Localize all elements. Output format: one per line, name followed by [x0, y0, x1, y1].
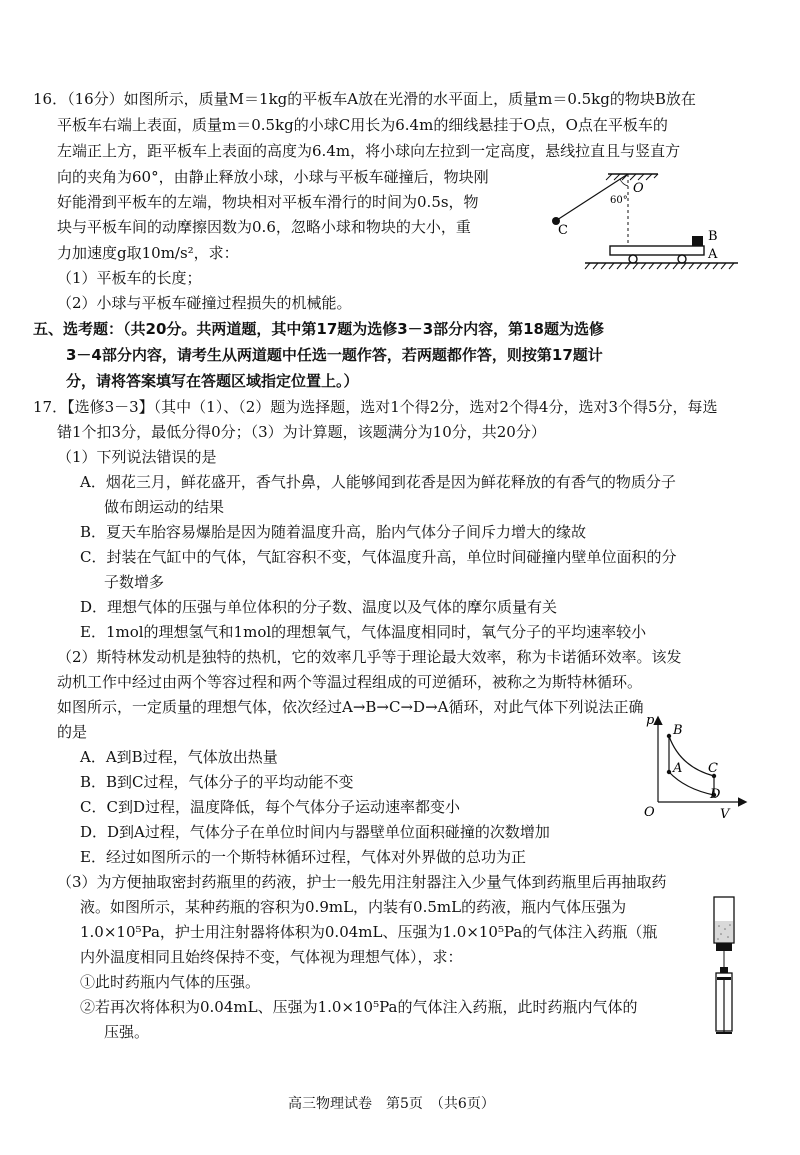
page-footer: 高三物理试卷 第5页 （共6页） — [288, 1096, 495, 1112]
label-point-a: A — [673, 761, 683, 776]
q17-option-2c: C．C到D过程，温度降低，每个气体分子运动速率都变小 — [80, 798, 460, 816]
label-point-c: C — [708, 761, 718, 776]
ground-hatch — [585, 263, 734, 269]
syringe-hub — [720, 967, 728, 973]
q17-part3-line-3: 1.0×10⁵Pa，护士用注射器将体积为0.04mL、压强为1.0×10⁵Pa的气体注入药瓶（瓶 — [80, 923, 658, 941]
q16-line-4: 向的夹角为60°，由静止释放小球，小球与平板车碰撞后，物块刚 — [57, 168, 489, 186]
angle-arc — [620, 179, 628, 186]
wheel-left — [629, 255, 637, 263]
q17-part3-sub-1: ①此时药瓶内气体的压强。 — [80, 973, 261, 991]
q16-line-6: 块与平板车间的动摩擦因数为0.6，忽略小球和物块的大小，重 — [57, 218, 471, 236]
q17-part2-line-1: （2）斯特林发动机是独特的热机，它的效率几乎等于理论最大效率，称为卡诺循环效率。该发 — [57, 648, 682, 666]
q17-part3-line-4: 内外温度相同且始终保持不变，气体视为理想气体），求： — [80, 948, 463, 966]
q17-line-3: （1）下列说法错误的是 — [57, 448, 217, 466]
q17-option-1c: C．封装在气缸中的气体，气缸容积不变，气体温度升高，单位时间碰撞内壁单位面积的分 — [80, 548, 677, 566]
q16-line-9: （2）小球与平板车碰撞过程损失的机械能。 — [57, 294, 352, 312]
q17-option-1c-cont: 子数增多 — [104, 573, 165, 591]
section5-line-2: 3－4部分内容，请考生从两道题中任选一题作答，若两题都作答，则按第17题计 — [66, 346, 603, 364]
block-b — [692, 236, 703, 246]
q17-part2-line-4: 的是 — [57, 723, 88, 741]
point-a — [667, 770, 671, 774]
label-point-d: D — [710, 787, 721, 802]
q17-part3-sub-2-cont: 压强。 — [104, 1023, 150, 1041]
q16-line-1: 16．（16分）如图所示，质量M＝1kg的平板车A放在光滑的水平面上，质量m＝0.5kg的物块B放在 — [33, 90, 696, 108]
cart-a — [610, 246, 704, 255]
v-axis-label: V — [720, 807, 730, 822]
p-axis-label: p — [646, 713, 655, 728]
ceiling-hatch — [606, 174, 658, 180]
q17-option-2b: B．B到C过程，气体分子的平均动能不变 — [80, 773, 354, 791]
label-point-b: B — [673, 723, 683, 738]
q16-line-5: 好能滑到平板车的左端，物块相对平板车滑行的时间为0.5s，物 — [57, 193, 479, 211]
origin-label: O — [644, 805, 655, 820]
q17-option-1b: B．夏天车胎容易爆胎是因为随着温度升高，胎内气体分子间斥力增大的缘故 — [80, 523, 587, 541]
label-o: O — [633, 181, 644, 196]
q17-part2-line-2: 动机工作中经过由两个等容过程和两个等温过程组成的可逆循环，被称之为斯特林循环。 — [57, 673, 643, 691]
label-b: B — [708, 229, 718, 244]
q17-part3-line-2: 液。如图所示，某种药瓶的容积为0.9mL，内装有0.5mL的药液，瓶内气体压强为 — [80, 898, 627, 916]
syringe-plunger-head — [717, 977, 731, 980]
syringe-vial-figure — [700, 893, 750, 1043]
q17-part2-line-3: 如图所示，一定质量的理想气体，依次经过A→B→C→D→A循环，对此气体下列说法正确 — [57, 698, 644, 716]
q17-option-1e: E．1mol的理想氢气和1mol的理想氧气，气体温度相同时，氧气分子的平均速率较小 — [80, 623, 647, 641]
label-c: C — [558, 223, 568, 238]
pendulum-cart-figure — [540, 168, 760, 273]
q17-option-1a: A．烟花三月，鲜花盛开，香气扑鼻，人能够闻到花香是因为鲜花释放的有香气的物质分子 — [80, 473, 676, 491]
point-b — [667, 734, 671, 738]
q17-option-1a-cont: 做布朗运动的结果 — [104, 498, 225, 516]
q17-option-2d: D．D到A过程，气体分子在单位时间内与器壁单位面积碰撞的次数增加 — [80, 823, 550, 841]
q16-line-7: 力加速度g取10m/s²，求： — [57, 244, 239, 262]
q16-line-2: 平板车右端上表面，质量m＝0.5kg的小球C用长为6.4m的细线悬挂于O点，O点在平板车的 — [57, 116, 668, 134]
q17-option-2e: E．经过如图所示的一个斯特林循环过程，气体对外界做的总功为正 — [80, 848, 526, 866]
q16-line-3: 左端正上方，距平板车上表面的高度为6.4m，将小球向左拉到一定高度，悬线拉直且与竖直方 — [57, 142, 681, 160]
label-angle: 60° — [610, 195, 628, 206]
section5-line-1: 五、选考题：（共20分。共两道题，其中第17题为选修3－3部分内容，第18题为选修 — [33, 320, 604, 338]
section5-line-3: 分，请将答案填写在答题区域指定位置上。） — [66, 372, 359, 390]
q16-line-8: （1）平板车的长度； — [57, 269, 202, 287]
q17-option-2a: A．A到B过程，气体放出热量 — [80, 748, 278, 766]
pv-diagram — [640, 712, 755, 822]
label-a: A — [708, 247, 718, 262]
q17-part3-line-1: （3）为方便抽取密封药瓶里的药液，护士一般先用注射器注入少量气体到药瓶里后再抽取药 — [57, 873, 667, 891]
q17-line-2: 错1个扣3分，最低分得0分；（3）为计算题，该题满分为10分，共20分） — [57, 423, 546, 441]
vial-stopper — [716, 943, 732, 951]
q17-line-1: 17．【选修3－3】（其中（1）、（2）题为选择题，选对1个得2分，选对2个得4分，选对3个得5分，每选 — [33, 398, 718, 416]
q17-part3-sub-2: ②若再次将体积为0.04mL、压强为1.0×10⁵Pa的气体注入药瓶，此时药瓶内气体的 — [80, 998, 638, 1016]
q17-option-1d: D．理想气体的压强与单位体积的分子数、温度以及气体的摩尔质量有关 — [80, 598, 558, 616]
wheel-right — [678, 255, 686, 263]
